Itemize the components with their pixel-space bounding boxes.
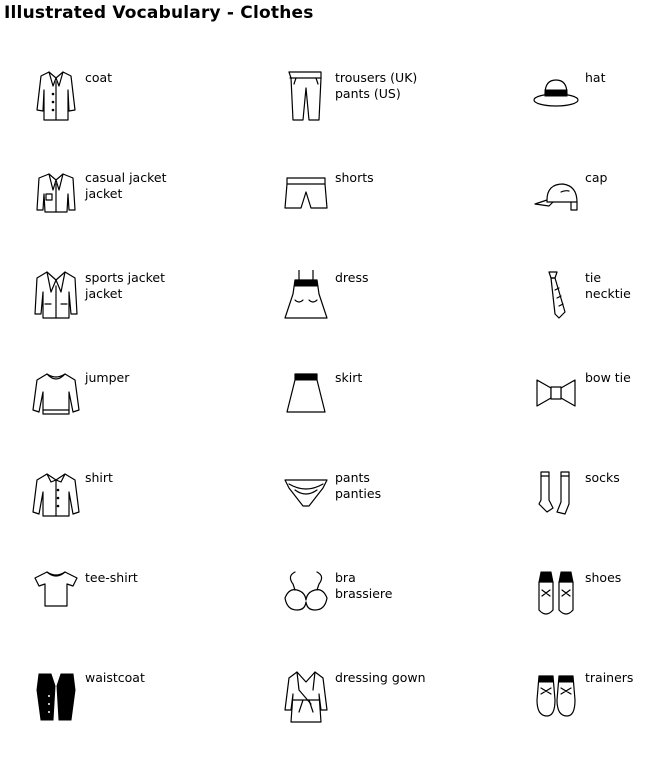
dressing-gown-icon [281, 670, 331, 726]
vocab-item-coat [31, 70, 231, 160]
vocab-item-casual-jacket [31, 170, 231, 260]
vocab-word: shorts [335, 170, 374, 185]
vocab-label [585, 470, 620, 486]
sports-jacket-icon [31, 270, 81, 326]
vocab-word: panties [335, 486, 382, 501]
vocab-item-cap [531, 170, 657, 260]
vocab-word: dress [335, 270, 369, 285]
vocab-item-jumper [31, 370, 231, 460]
vocab-item-shorts [281, 170, 481, 260]
vocab-label [85, 170, 166, 202]
vocab-label [335, 170, 374, 186]
vocab-word: jacket [85, 286, 123, 301]
vocab-label [585, 270, 631, 302]
vocab-label [335, 470, 381, 502]
shoes-icon [531, 570, 581, 626]
vocab-item-pants [281, 470, 481, 560]
vocab-label [585, 70, 605, 86]
vocab-word: trousers (UK) [335, 70, 418, 85]
vocab-item-tie [531, 270, 657, 360]
vocab-word: pants [335, 470, 370, 485]
vocab-item-shirt [31, 470, 231, 560]
vocab-label [335, 570, 392, 602]
vocab-label [585, 570, 621, 586]
vocab-word: necktie [585, 286, 631, 301]
hat-icon [531, 70, 581, 126]
vocab-item-waistcoat [31, 670, 231, 760]
vocab-word: coat [85, 70, 113, 85]
vocab-label [335, 670, 426, 686]
vocab-label [335, 270, 369, 286]
vocab-label [85, 670, 145, 686]
socks-icon [531, 470, 581, 526]
trainers-icon [531, 670, 581, 726]
vocab-word: casual jacket [85, 170, 167, 185]
vocab-word: hat [585, 70, 606, 85]
vocab-label [585, 670, 633, 686]
vocab-word: bow tie [585, 370, 631, 385]
vocab-item-skirt [281, 370, 481, 460]
vocab-label [585, 170, 607, 186]
vocab-word: jacket [85, 186, 123, 201]
vocab-word: tie [585, 270, 602, 285]
vocab-word: socks [585, 470, 620, 485]
pants-icon [281, 470, 331, 526]
waistcoat-icon [31, 670, 81, 726]
skirt-icon [281, 370, 331, 426]
vocab-label [585, 370, 631, 386]
shirt-icon [31, 470, 81, 526]
vocab-word: waistcoat [85, 670, 145, 685]
vocab-word: dressing gown [335, 670, 426, 685]
cap-icon [531, 170, 581, 226]
shorts-icon [281, 170, 331, 226]
vocab-label [85, 470, 113, 486]
coat-icon [31, 70, 81, 126]
vocab-word: bra [335, 570, 356, 585]
vocab-label [85, 570, 138, 586]
vocab-item-hat [531, 70, 657, 160]
vocab-word: cap [585, 170, 608, 185]
vocab-item-dress [281, 270, 481, 360]
jumper-icon [31, 370, 81, 426]
vocab-label [335, 370, 362, 386]
vocab-word: jumper [85, 370, 130, 385]
bow-tie-icon [531, 370, 581, 426]
tie-icon [531, 270, 581, 326]
vocab-item-tee-shirt [31, 570, 231, 660]
casual-jacket-icon [31, 170, 81, 226]
vocab-word: skirt [335, 370, 363, 385]
vocab-word: brassiere [335, 586, 393, 601]
vocab-word: shirt [85, 470, 113, 485]
tee-shirt-icon [31, 570, 81, 626]
vocab-item-shoes [531, 570, 657, 660]
bra-icon [281, 570, 331, 626]
dress-icon [281, 270, 331, 326]
trousers-icon [281, 70, 331, 126]
vocab-word: tee-shirt [85, 570, 138, 585]
vocab-item-dressing-gown [281, 670, 481, 760]
vocab-item-bow-tie [531, 370, 657, 460]
vocab-label [335, 70, 417, 102]
vocab-word: pants (US) [335, 86, 401, 101]
vocab-item-sports-jacket [31, 270, 231, 360]
vocab-word: trainers [585, 670, 634, 685]
vocab-item-trainers [531, 670, 657, 760]
page-title: Illustrated Vocabulary - Clothes [4, 3, 314, 23]
vocab-word: sports jacket [85, 270, 166, 285]
vocab-item-bra [281, 570, 481, 660]
vocab-item-socks [531, 470, 657, 560]
vocab-item-trousers [281, 70, 481, 160]
vocab-label [85, 270, 165, 302]
vocab-label [85, 370, 129, 386]
vocab-word: shoes [585, 570, 622, 585]
vocab-label [85, 70, 112, 86]
